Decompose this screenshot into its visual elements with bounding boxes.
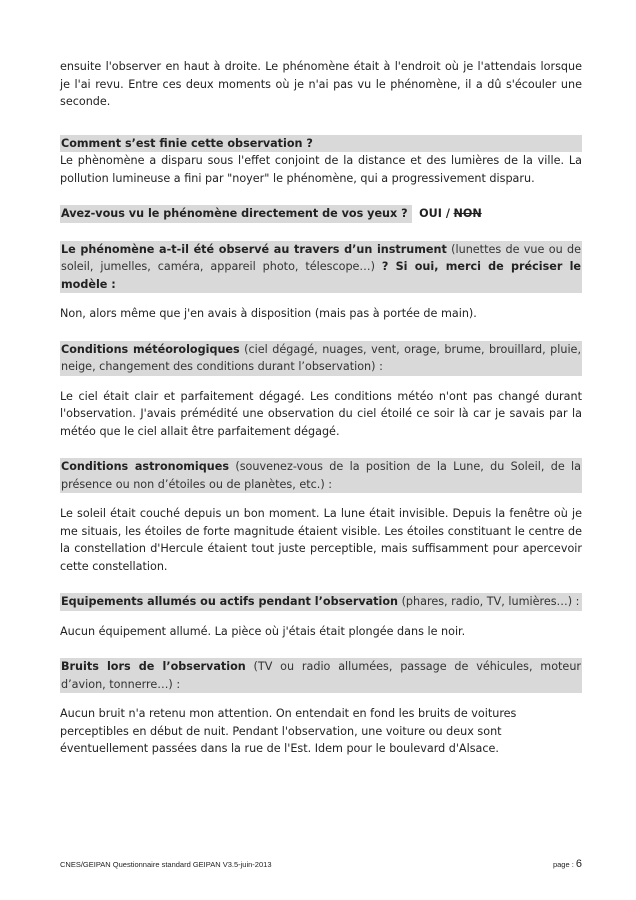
- question-seen-with-eyes: [60, 205, 412, 223]
- question-noise-bold: Bruits lors de l’observation: [61, 660, 246, 673]
- question-equipment-bold: Equipements allumés ou actifs pendant l’observation: [61, 595, 399, 608]
- footer-document-reference: CNES/GEIPAN Questionnaire standard GEIPAN V3.5-juin-2013: [60, 860, 272, 869]
- document-body: [60, 58, 582, 758]
- question-end-of-observation: Comment s’est finie cette observation ?: [60, 135, 582, 153]
- question-seen-with-eyes-label: Avez-vous vu le phénomène directement de vos yeux ?: [61, 207, 408, 220]
- question-equipment: [60, 593, 582, 611]
- question-noise-examples: (TV ou radio allumées, passage de véhicules, moteur d’avion, tonnerre…) :: [61, 660, 582, 691]
- question-instrument: [60, 241, 582, 294]
- question-weather-examples: (ciel dégagé, nuages, vent, orage, brume, brouillard, pluie, neige, changement des conditions durant l’observation) :: [61, 342, 581, 373]
- question-astronomy-bold: Conditions astronomiques: [61, 460, 229, 473]
- question-instrument-model: ? Si oui, merci de préciser le modèle :: [61, 260, 581, 291]
- answer-instrument: Non, alors même que j'en avais à disposition (mais pas à portée de main).: [60, 307, 477, 320]
- answer-equipment: Aucun équipement allumé. La pièce où j'étais était plongée dans le noir.: [60, 624, 466, 638]
- answer-oui: OUI /: [419, 207, 450, 220]
- answer-non-struck: NON: [453, 207, 482, 220]
- footer-page-number: [553, 858, 582, 870]
- intro-paragraph: ensuite l'observer en haut à droite. Le phénomène était à l'endroit où je l'attendais lorsque je l'ai revu. Entre ces deux moments où je n'ai pas vu le phénomène, il a dû s'écouler une seconde.: [60, 60, 582, 108]
- question-astronomy: [60, 458, 582, 493]
- footer-page-value: 6: [575, 858, 582, 870]
- question-noise: [60, 658, 582, 693]
- question-instrument-bold: Le phénomène a-t-il été observé au travers d’un instrument: [61, 242, 447, 256]
- question-instrument-examples: (lunettes de vue ou de soleil, jumelles, caméra, appareil photo, télescope…): [61, 242, 581, 273]
- question-astronomy-examples: (souvenez-vous de la position de la Lune, du Soleil, de la présence ou non d’étoiles ou de planètes, etc.) :: [61, 460, 581, 491]
- answer-end-of-observation: Le phènomène a disparu sous l'effet conjoint de la distance et des lumières de la ville. La pollution lumineuse a fini par "noyer" le phénomène, qui a progressivement disparu.: [60, 154, 582, 185]
- page-footer: [60, 858, 582, 870]
- question-weather-bold: Conditions météorologiques: [61, 342, 240, 356]
- question-equipment-examples: (phares, radio, TV, lumières…) :: [398, 595, 580, 608]
- answer-weather: Le ciel était clair et parfaitement dégagé. Les conditions météo n'ont pas changé durant l'observation. J'avais prémédité une observation du ciel étoilé ce soir là car je savais par la météo que le ciel allait être parfaitement dégagé.: [60, 389, 582, 438]
- answer-astronomy: Le soleil était couché depuis un bon moment. La lune était invisible. Depuis la fenêtre où je me situais, les étoiles de forte magnitude étaient visible. Les étoiles constituant le centre de la constellation d'Hercule étaient tout juste perceptible, mais suffisamment pour apercevoir cette constellation.: [60, 507, 582, 573]
- question-weather: [60, 341, 582, 376]
- answer-noise: Aucun bruit n'a retenu mon attention. On entendait en fond les bruits de voitures perceptibles en début de nuit. Pendant l'observation, une voiture ou deux sont éventuellement passées dans la rue de l'Est. Idem pour le boulevard d'Alsace.: [60, 707, 517, 755]
- footer-page-label: page :: [552, 860, 576, 869]
